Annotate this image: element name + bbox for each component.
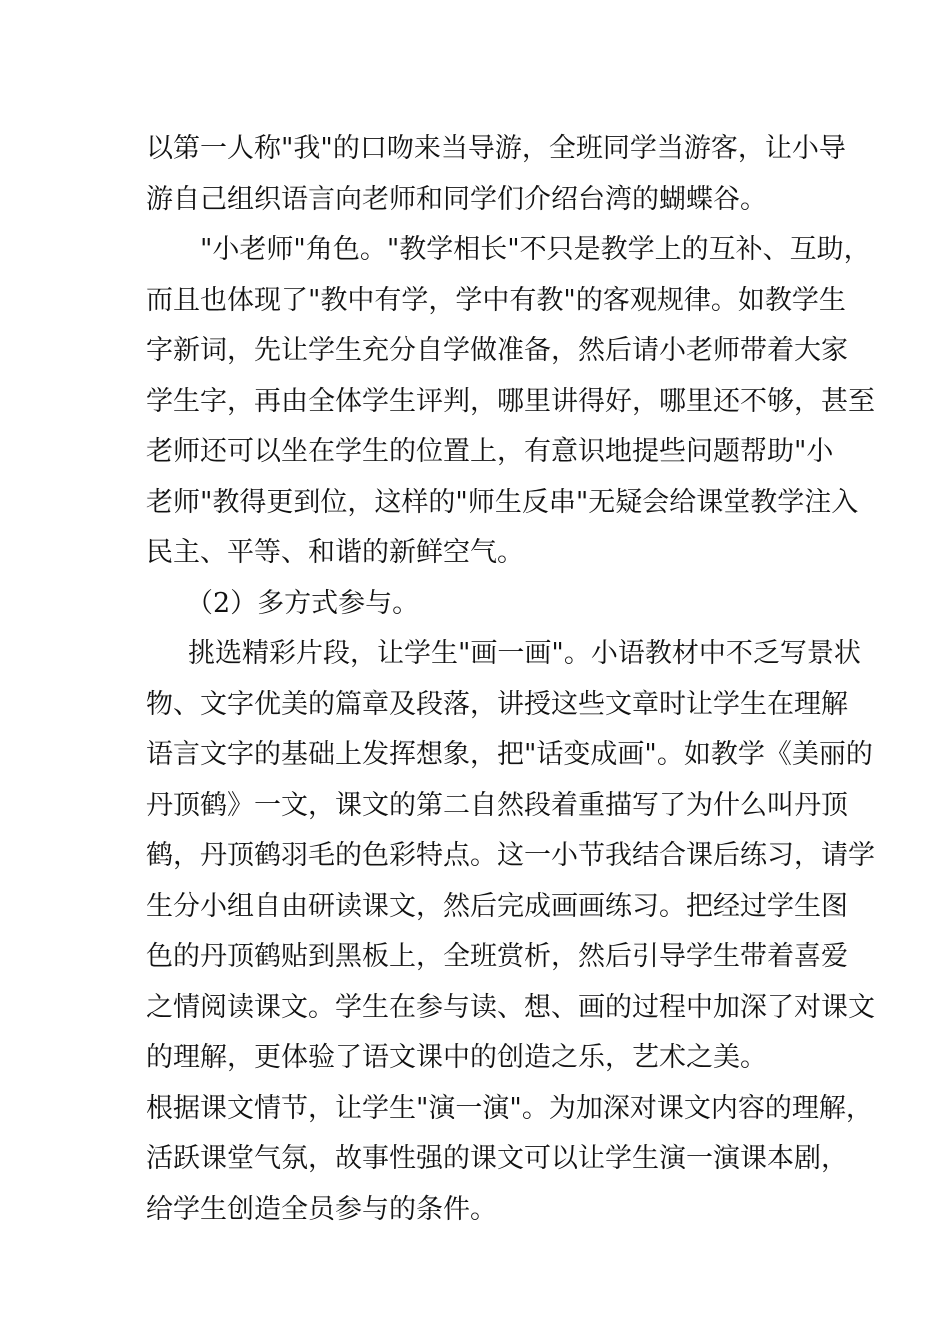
text-line: 给学生创造全员参与的条件。 <box>146 1193 497 1225</box>
text-line: 民主、平等、和谐的新鲜空气。 <box>146 537 524 568</box>
text-line: 之情阅读课文。学生在参与读、想、画的过程中加深了对课文 <box>146 991 875 1023</box>
section-heading: （2）多方式参与。 <box>186 587 420 619</box>
text-line: 挑选精彩片段，让学生"画一画"。小语教材中不乏写景状 <box>188 638 861 669</box>
text-line: 丹顶鹤》一文，课文的第二自然段着重描写了为什么叫丹顶 <box>146 789 848 821</box>
text-line: 游自己组织语言向老师和同学们介绍台湾的蝴蝶谷。 <box>146 183 767 215</box>
text-line: 的理解，更体验了语文课中的创造之乐，艺术之美。 <box>146 1042 767 1073</box>
text-line: "小老师"角色。"教学相长"不只是教学上的互补、互助， <box>200 234 871 265</box>
text-line: 学生字，再由全体学生评判，哪里讲得好，哪里还不够，甚至 <box>146 385 875 417</box>
text-line: 老师还可以坐在学生的位置上，有意识地提些问题帮助"小 <box>146 436 834 467</box>
text-line: 而且也体现了"教中有学，学中有教"的客观规律。如教学生 <box>146 284 846 316</box>
text-line: 活跃课堂气氛，故事性强的课文可以让学生演一演课本剧， <box>146 1143 848 1174</box>
text-line: 根据课文情节，让学生"演一演"。为加深对课文内容的理解， <box>146 1092 873 1124</box>
text-line: 语言文字的基础上发挥想象，把"话变成画"。如教学《美丽的 <box>146 739 873 770</box>
text-line: 色的丹顶鹤贴到黑板上，全班赏析，然后引导学生带着喜爱 <box>146 941 848 972</box>
text-line: 字新词，先让学生充分自学做准备，然后请小老师带着大家 <box>146 335 848 366</box>
body-text <box>146 124 875 1235</box>
text-line: 鹤，丹顶鹤羽毛的色彩特点。这一小节我结合课后练习，请学 <box>146 840 875 871</box>
text-line: 老师"教得更到位，这样的"师生反串"无疑会给课堂教学注入 <box>146 486 859 518</box>
text-line: 物、文字优美的篇章及段落，讲授这些文章时让学生在理解 <box>146 688 848 720</box>
text-line: 以第一人称"我"的口吻来当导游，全班同学当游客，让小导 <box>146 133 846 164</box>
text-line: 生分小组自由研读课文，然后完成画画练习。把经过学生图 <box>146 890 848 922</box>
